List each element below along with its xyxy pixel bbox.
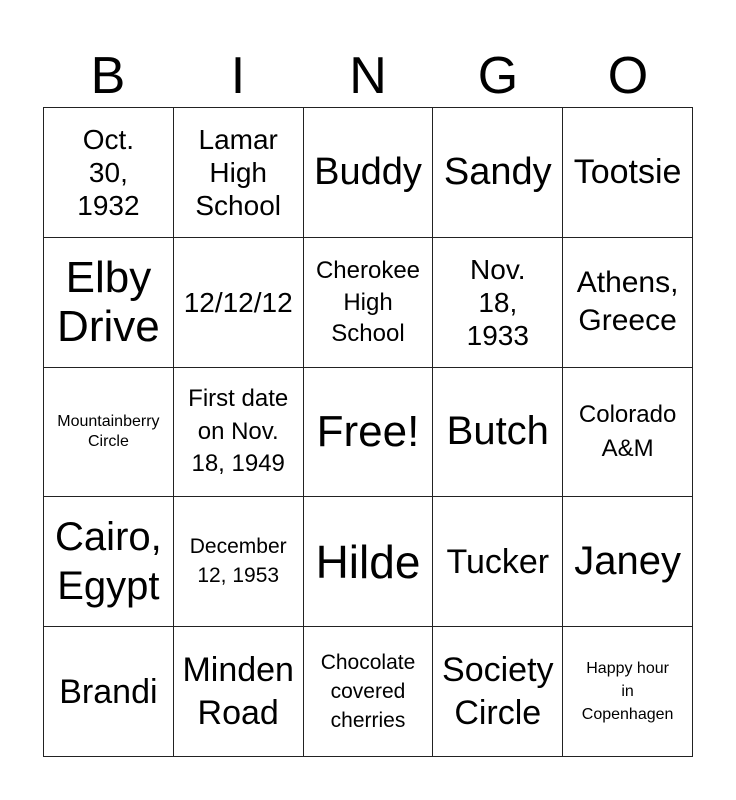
bingo-cell[interactable]: Tucker — [433, 497, 563, 627]
bingo-cell[interactable]: Hilde — [304, 497, 434, 627]
header-letter-o: O — [607, 47, 649, 105]
bingo-cell[interactable]: Happy hour in Copenhagen — [563, 627, 693, 757]
bingo-cell[interactable]: Cherokee High School — [304, 238, 434, 368]
bingo-cell[interactable]: Minden Road — [174, 627, 304, 757]
bingo-cell[interactable]: Sandy — [433, 108, 563, 238]
bingo-cell[interactable]: Tootsie — [563, 108, 693, 238]
header-letter-i: I — [230, 47, 246, 105]
bingo-cell[interactable]: Butch — [433, 368, 563, 498]
bingo-cell[interactable]: Society Circle — [433, 627, 563, 757]
bingo-cell[interactable]: Janey — [563, 497, 693, 627]
bingo-cell[interactable]: Nov. 18, 1933 — [433, 238, 563, 368]
bingo-header — [43, 44, 693, 108]
header-letter-g: G — [477, 47, 519, 105]
bingo-cell[interactable]: Athens, Greece — [563, 238, 693, 368]
header-letter-b: B — [90, 47, 126, 105]
bingo-cell[interactable]: Buddy — [304, 108, 434, 238]
header-letter-n: N — [349, 47, 387, 105]
bingo-cell[interactable]: Oct. 30, 1932 — [44, 108, 174, 238]
bingo-cell[interactable]: Cairo, Egypt — [44, 497, 174, 627]
bingo-cell[interactable]: December 12, 1953 — [174, 497, 304, 627]
bingo-cell[interactable]: Mountainberry Circle — [44, 368, 174, 498]
bingo-cell[interactable]: Chocolate covered cherries — [304, 627, 434, 757]
bingo-cell[interactable]: Colorado A&M — [563, 368, 693, 498]
bingo-cell[interactable]: First date on Nov. 18, 1949 — [174, 368, 304, 498]
bingo-cell[interactable]: Elby Drive — [44, 238, 174, 368]
bingo-cell[interactable]: Brandi — [44, 627, 174, 757]
bingo-board — [43, 107, 693, 757]
bingo-cell[interactable]: 12/12/12 — [174, 238, 304, 368]
free-space[interactable]: Free! — [304, 368, 434, 498]
bingo-cell[interactable]: Lamar High School — [174, 108, 304, 238]
